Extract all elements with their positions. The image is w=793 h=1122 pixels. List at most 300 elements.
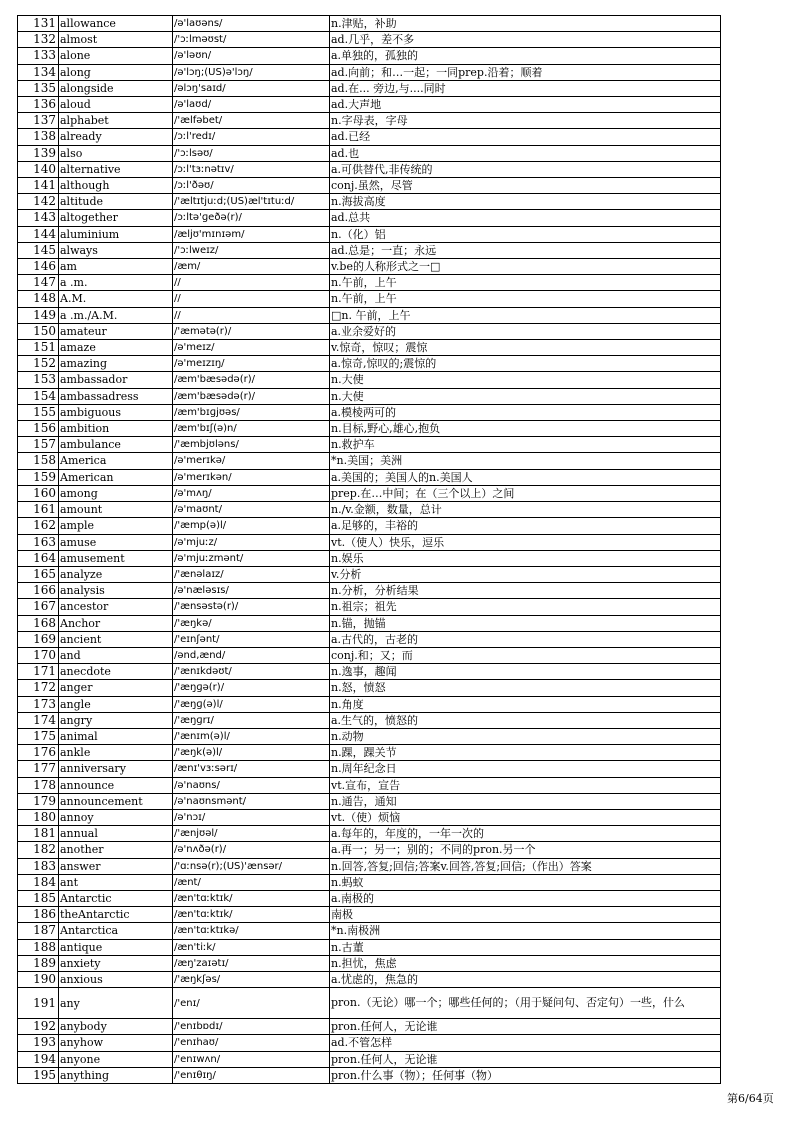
meaning-cell: pron.（无论）哪一个；哪些任何的；（用于疑问句、否定句）一些，什么	[330, 988, 721, 1019]
table-row	[18, 340, 721, 356]
word-cell: allowance	[59, 16, 173, 32]
table-row	[18, 809, 721, 825]
table-row	[18, 761, 721, 777]
meaning-cell: a.惊奇,惊叹的;震惊的	[330, 356, 721, 372]
table-row	[18, 955, 721, 971]
meaning-cell: a.单独的，孤独的	[330, 48, 721, 64]
phonetic-cell: /'enɪbɒdɪ/	[173, 1019, 330, 1035]
phonetic-cell: /ə'naʊnsmənt/	[173, 793, 330, 809]
row-number: 192	[18, 1019, 59, 1035]
word-cell: Anchor	[59, 615, 173, 631]
row-number: 166	[18, 583, 59, 599]
phonetic-cell: //	[173, 275, 330, 291]
row-number: 179	[18, 793, 59, 809]
row-number: 142	[18, 194, 59, 210]
row-number: 137	[18, 113, 59, 129]
meaning-cell: ad.总是；一直；永远	[330, 242, 721, 258]
row-number: 158	[18, 453, 59, 469]
meaning-cell: n.回答,答复;回信;答案v.回答,答复;回信;（作出）答案	[330, 858, 721, 874]
meaning-cell: prep.在…中间；在（三个以上）之间	[330, 485, 721, 501]
table-row	[18, 647, 721, 663]
meaning-cell: ad.大声地	[330, 97, 721, 113]
word-cell: amuse	[59, 534, 173, 550]
row-number: 132	[18, 32, 59, 48]
phonetic-cell: /æn'tiːk/	[173, 939, 330, 955]
phonetic-cell: /ə'ləʊn/	[173, 48, 330, 64]
phonetic-cell: /ɔːl'redɪ/	[173, 129, 330, 145]
meaning-cell: a.再一；另一；别的；不同的pron.另一个	[330, 842, 721, 858]
table-row	[18, 890, 721, 906]
word-cell: America	[59, 453, 173, 469]
table-row	[18, 907, 721, 923]
phonetic-cell: /'ɔːlsəʊ/	[173, 145, 330, 161]
phonetic-cell: /ə'maʊnt/	[173, 502, 330, 518]
phonetic-cell: /ənd,ænd/	[173, 647, 330, 663]
meaning-cell: ad.已经	[330, 129, 721, 145]
row-number: 171	[18, 664, 59, 680]
table-row	[18, 842, 721, 858]
word-cell: amount	[59, 502, 173, 518]
word-cell: amusement	[59, 550, 173, 566]
table-row	[18, 469, 721, 485]
row-number: 164	[18, 550, 59, 566]
row-number: 177	[18, 761, 59, 777]
table-row	[18, 1019, 721, 1035]
phonetic-cell: /'æŋkʃəs/	[173, 971, 330, 987]
meaning-cell: a.每年的，年度的，一年一次的	[330, 826, 721, 842]
row-number: 145	[18, 242, 59, 258]
word-cell: announce	[59, 777, 173, 793]
word-cell: although	[59, 178, 173, 194]
phonetic-cell: /ɔːl'ðəʊ/	[173, 178, 330, 194]
word-cell: ancestor	[59, 599, 173, 615]
word-cell: a .m.	[59, 275, 173, 291]
word-cell: altitude	[59, 194, 173, 210]
word-cell: ample	[59, 518, 173, 534]
table-row	[18, 453, 721, 469]
meaning-cell: a.足够的，丰裕的	[330, 518, 721, 534]
table-row	[18, 372, 721, 388]
row-number: 141	[18, 178, 59, 194]
row-number: 154	[18, 388, 59, 404]
row-number: 133	[18, 48, 59, 64]
phonetic-cell: /'æmp(ə)l/	[173, 518, 330, 534]
word-cell: ant	[59, 874, 173, 890]
meaning-cell: n.大使	[330, 372, 721, 388]
word-cell: already	[59, 129, 173, 145]
meaning-cell: conj.和；又；而	[330, 647, 721, 663]
meaning-cell: n.角度	[330, 696, 721, 712]
word-cell: ambulance	[59, 437, 173, 453]
word-cell: amaze	[59, 340, 173, 356]
row-number: 180	[18, 809, 59, 825]
word-cell: almost	[59, 32, 173, 48]
word-cell: anybody	[59, 1019, 173, 1035]
table-row	[18, 680, 721, 696]
table-row	[18, 728, 721, 744]
table-row	[18, 307, 721, 323]
meaning-cell: pron.任何人，无论谁	[330, 1051, 721, 1067]
row-number: 194	[18, 1051, 59, 1067]
row-number: 157	[18, 437, 59, 453]
phonetic-cell: /'æŋk(ə)l/	[173, 745, 330, 761]
word-cell: anything	[59, 1067, 173, 1083]
row-number: 195	[18, 1067, 59, 1083]
phonetic-cell: /ə'meɪz/	[173, 340, 330, 356]
row-number: 159	[18, 469, 59, 485]
meaning-cell: a.可供替代,非传统的	[330, 161, 721, 177]
table-row	[18, 599, 721, 615]
row-number: 148	[18, 291, 59, 307]
word-cell: announcement	[59, 793, 173, 809]
row-number: 153	[18, 372, 59, 388]
word-cell: analysis	[59, 583, 173, 599]
word-cell: alternative	[59, 161, 173, 177]
word-cell: American	[59, 469, 173, 485]
meaning-cell: n.大使	[330, 388, 721, 404]
row-number: 131	[18, 16, 59, 32]
row-number: 190	[18, 971, 59, 987]
meaning-cell: n.锚，抛锚	[330, 615, 721, 631]
phonetic-cell: /ə'næləsɪs/	[173, 583, 330, 599]
table-row	[18, 518, 721, 534]
meaning-cell: n.怒，愤怒	[330, 680, 721, 696]
row-number: 186	[18, 907, 59, 923]
phonetic-cell: /əlɔŋ'saɪd/	[173, 80, 330, 96]
word-cell: A.M.	[59, 291, 173, 307]
meaning-cell: n.通告，通知	[330, 793, 721, 809]
phonetic-cell: /'enɪwʌn/	[173, 1051, 330, 1067]
row-number: 165	[18, 566, 59, 582]
row-number: 144	[18, 226, 59, 242]
meaning-cell: n.目标,野心,雄心,抱负	[330, 421, 721, 437]
phonetic-cell: /æn'tɑːktɪk/	[173, 907, 330, 923]
table-row	[18, 534, 721, 550]
table-row	[18, 275, 721, 291]
table-row	[18, 1035, 721, 1051]
table-row	[18, 242, 721, 258]
table-row	[18, 793, 721, 809]
meaning-cell: vt.宣布，宣告	[330, 777, 721, 793]
phonetic-cell: /'æmbjʊləns/	[173, 437, 330, 453]
phonetic-cell: /'ænɪkdəʊt/	[173, 664, 330, 680]
phonetic-cell: /'ɔːlməʊst/	[173, 32, 330, 48]
phonetic-cell: /ə'merɪkən/	[173, 469, 330, 485]
meaning-cell: ad.在... 旁边,与....同时	[330, 80, 721, 96]
table-row	[18, 16, 721, 32]
phonetic-cell: /'ænəlaɪz/	[173, 566, 330, 582]
phonetic-cell: /æn'tɑːktɪk/	[173, 890, 330, 906]
word-cell: annual	[59, 826, 173, 842]
word-cell: amateur	[59, 323, 173, 339]
word-cell: annoy	[59, 809, 173, 825]
table-row	[18, 712, 721, 728]
row-number: 170	[18, 647, 59, 663]
row-number: 150	[18, 323, 59, 339]
row-number: 185	[18, 890, 59, 906]
row-number: 160	[18, 485, 59, 501]
meaning-cell: *n.美国；美洲	[330, 453, 721, 469]
meaning-cell: n.蚂蚁	[330, 874, 721, 890]
word-cell: among	[59, 485, 173, 501]
meaning-cell: ad.几乎，差不多	[330, 32, 721, 48]
meaning-cell: ad.不管怎样	[330, 1035, 721, 1051]
phonetic-cell: /ə'mjuːzmənt/	[173, 550, 330, 566]
row-number: 184	[18, 874, 59, 890]
phonetic-cell: /ænt/	[173, 874, 330, 890]
word-cell: aloud	[59, 97, 173, 113]
table-row	[18, 988, 721, 1019]
meaning-cell: n.救护车	[330, 437, 721, 453]
row-number: 140	[18, 161, 59, 177]
phonetic-cell: /'ɔːlweɪz/	[173, 242, 330, 258]
phonetic-cell: /ə'naʊns/	[173, 777, 330, 793]
phonetic-cell: /'ælfəbet/	[173, 113, 330, 129]
row-number: 169	[18, 631, 59, 647]
table-row	[18, 323, 721, 339]
phonetic-cell: /ə'meɪzɪŋ/	[173, 356, 330, 372]
meaning-cell: a.模棱两可的	[330, 404, 721, 420]
phonetic-cell: /ɔːl'tɜːnətɪv/	[173, 161, 330, 177]
meaning-cell: a.业余爱好的	[330, 323, 721, 339]
phonetic-cell: /æm'bɪʃ(ə)n/	[173, 421, 330, 437]
meaning-cell: n.踝，踝关节	[330, 745, 721, 761]
table-row	[18, 745, 721, 761]
meaning-cell: n.海拔高度	[330, 194, 721, 210]
table-row	[18, 210, 721, 226]
table-row	[18, 178, 721, 194]
word-cell: anxiety	[59, 955, 173, 971]
word-cell: anyhow	[59, 1035, 173, 1051]
phonetic-cell: /'ɑːnsə(r);(US)'ænsər/	[173, 858, 330, 874]
row-number: 162	[18, 518, 59, 534]
row-number: 138	[18, 129, 59, 145]
table-row	[18, 48, 721, 64]
meaning-cell: n.午前，上午	[330, 275, 721, 291]
table-row	[18, 777, 721, 793]
table-row	[18, 291, 721, 307]
meaning-cell: a.忧虑的，焦急的	[330, 971, 721, 987]
word-cell: Antarctica	[59, 923, 173, 939]
table-row	[18, 696, 721, 712]
word-cell: also	[59, 145, 173, 161]
table-row	[18, 421, 721, 437]
meaning-cell: a.生气的，愤怒的	[330, 712, 721, 728]
phonetic-cell: /'ænɪm(ə)l/	[173, 728, 330, 744]
row-number: 143	[18, 210, 59, 226]
phonetic-cell: /'æŋkə/	[173, 615, 330, 631]
table-row	[18, 97, 721, 113]
row-number: 135	[18, 80, 59, 96]
word-cell: ambassadress	[59, 388, 173, 404]
phonetic-cell: //	[173, 307, 330, 323]
row-number: 155	[18, 404, 59, 420]
word-cell: anyone	[59, 1051, 173, 1067]
table-row	[18, 404, 721, 420]
meaning-cell: a.美国的；美国人的n.美国人	[330, 469, 721, 485]
meaning-cell: 南极	[330, 907, 721, 923]
word-cell: anger	[59, 680, 173, 696]
word-cell: ambition	[59, 421, 173, 437]
meaning-cell: n.午前，上午	[330, 291, 721, 307]
table-row	[18, 161, 721, 177]
phonetic-cell: /'enɪθɪŋ/	[173, 1067, 330, 1083]
row-number: 139	[18, 145, 59, 161]
word-cell: and	[59, 647, 173, 663]
phonetic-cell: /ə'nʌðə(r)/	[173, 842, 330, 858]
row-number: 175	[18, 728, 59, 744]
word-cell: amazing	[59, 356, 173, 372]
table-row	[18, 259, 721, 275]
table-row	[18, 388, 721, 404]
word-cell: Antarctic	[59, 890, 173, 906]
table-row	[18, 145, 721, 161]
row-number: 149	[18, 307, 59, 323]
meaning-cell: ad.也	[330, 145, 721, 161]
vocabulary-table-body	[18, 16, 721, 1084]
table-row	[18, 566, 721, 582]
meaning-cell: n.动物	[330, 728, 721, 744]
row-number: 163	[18, 534, 59, 550]
word-cell: always	[59, 242, 173, 258]
page-number: 第6/64页	[727, 1092, 774, 1105]
word-cell: angry	[59, 712, 173, 728]
word-cell: ancient	[59, 631, 173, 647]
word-cell: alongside	[59, 80, 173, 96]
row-number: 167	[18, 599, 59, 615]
meaning-cell: n.祖宗；祖先	[330, 599, 721, 615]
row-number: 156	[18, 421, 59, 437]
word-cell: animal	[59, 728, 173, 744]
meaning-cell: n./v.金额，数量，总计	[330, 502, 721, 518]
meaning-cell: pron.任何人，无论谁	[330, 1019, 721, 1035]
table-row	[18, 64, 721, 80]
row-number: 168	[18, 615, 59, 631]
phonetic-cell: /ə'merɪkə/	[173, 453, 330, 469]
table-row	[18, 129, 721, 145]
meaning-cell: a.南极的	[330, 890, 721, 906]
row-number: 136	[18, 97, 59, 113]
meaning-cell: v.惊奇，惊叹；震惊	[330, 340, 721, 356]
phonetic-cell: /ə'nɔɪ/	[173, 809, 330, 825]
phonetic-cell: /æn'tɑːktɪkə/	[173, 923, 330, 939]
meaning-cell: ad.向前；和…一起；一同prep.沿着；顺着	[330, 64, 721, 80]
meaning-cell: n.（化）铝	[330, 226, 721, 242]
row-number: 174	[18, 712, 59, 728]
row-number: 187	[18, 923, 59, 939]
meaning-cell: n.娱乐	[330, 550, 721, 566]
table-row	[18, 615, 721, 631]
table-row	[18, 874, 721, 890]
phonetic-cell: /æljʊ'mɪnɪəm/	[173, 226, 330, 242]
row-number: 188	[18, 939, 59, 955]
meaning-cell: n.古董	[330, 939, 721, 955]
phonetic-cell: /'eɪnʃənt/	[173, 631, 330, 647]
phonetic-cell: /æm/	[173, 259, 330, 275]
row-number: 182	[18, 842, 59, 858]
word-cell: ankle	[59, 745, 173, 761]
word-cell: anecdote	[59, 664, 173, 680]
meaning-cell: □n. 午前，上午	[330, 307, 721, 323]
table-row	[18, 194, 721, 210]
table-row	[18, 826, 721, 842]
row-number: 161	[18, 502, 59, 518]
word-cell: alphabet	[59, 113, 173, 129]
meaning-cell: n.逸事，趣闻	[330, 664, 721, 680]
word-cell: am	[59, 259, 173, 275]
meaning-cell: pron.什么事（物）；任何事（物）	[330, 1067, 721, 1083]
phonetic-cell: /ænɪ'vɜːsərɪ/	[173, 761, 330, 777]
meaning-cell: a.古代的，古老的	[330, 631, 721, 647]
table-row	[18, 1067, 721, 1083]
word-cell: angle	[59, 696, 173, 712]
row-number: 173	[18, 696, 59, 712]
meaning-cell: conj.虽然，尽管	[330, 178, 721, 194]
meaning-cell: n.津贴，补助	[330, 16, 721, 32]
meaning-cell: *n.南极洲	[330, 923, 721, 939]
phonetic-cell: /'æŋɡrɪ/	[173, 712, 330, 728]
table-row	[18, 1051, 721, 1067]
row-number: 152	[18, 356, 59, 372]
phonetic-cell: //	[173, 291, 330, 307]
table-row	[18, 502, 721, 518]
row-number: 147	[18, 275, 59, 291]
word-cell: altogether	[59, 210, 173, 226]
word-cell: antique	[59, 939, 173, 955]
table-row	[18, 939, 721, 955]
phonetic-cell: /'enɪ/	[173, 988, 330, 1019]
word-cell: ambiguous	[59, 404, 173, 420]
row-number: 134	[18, 64, 59, 80]
phonetic-cell: /ə'laʊd/	[173, 97, 330, 113]
row-number: 151	[18, 340, 59, 356]
table-row	[18, 923, 721, 939]
word-cell: anxious	[59, 971, 173, 987]
row-number: 189	[18, 955, 59, 971]
table-row	[18, 356, 721, 372]
meaning-cell: n.周年纪念日	[330, 761, 721, 777]
meaning-cell: vt.（使人）快乐，逗乐	[330, 534, 721, 550]
word-cell: analyze	[59, 566, 173, 582]
phonetic-cell: /ə'mjuːz/	[173, 534, 330, 550]
table-row	[18, 32, 721, 48]
phonetic-cell: /'æmətə(r)/	[173, 323, 330, 339]
table-row	[18, 80, 721, 96]
meaning-cell: n.担忧，焦虑	[330, 955, 721, 971]
meaning-cell: v.be的人称形式之一□	[330, 259, 721, 275]
table-row	[18, 664, 721, 680]
table-row	[18, 971, 721, 987]
phonetic-cell: /'enɪhaʊ/	[173, 1035, 330, 1051]
row-number: 191	[18, 988, 59, 1019]
meaning-cell: n.字母表，字母	[330, 113, 721, 129]
row-number: 181	[18, 826, 59, 842]
word-cell: any	[59, 988, 173, 1019]
phonetic-cell: /æm'bɪɡjʊəs/	[173, 404, 330, 420]
word-cell: another	[59, 842, 173, 858]
word-cell: ambassador	[59, 372, 173, 388]
phonetic-cell: /æm'bæsədə(r)/	[173, 372, 330, 388]
phonetic-cell: /'æŋɡ(ə)l/	[173, 696, 330, 712]
word-cell: theAntarctic	[59, 907, 173, 923]
word-cell: anniversary	[59, 761, 173, 777]
meaning-cell: n.分析，分析结果	[330, 583, 721, 599]
meaning-cell: v.分析	[330, 566, 721, 582]
row-number: 193	[18, 1035, 59, 1051]
phonetic-cell: /ə'lɔŋ;(US)ə'lɔŋ/	[173, 64, 330, 80]
phonetic-cell: /'æltɪtjuːd;(US)æl'tɪtuːd/	[173, 194, 330, 210]
table-row	[18, 858, 721, 874]
